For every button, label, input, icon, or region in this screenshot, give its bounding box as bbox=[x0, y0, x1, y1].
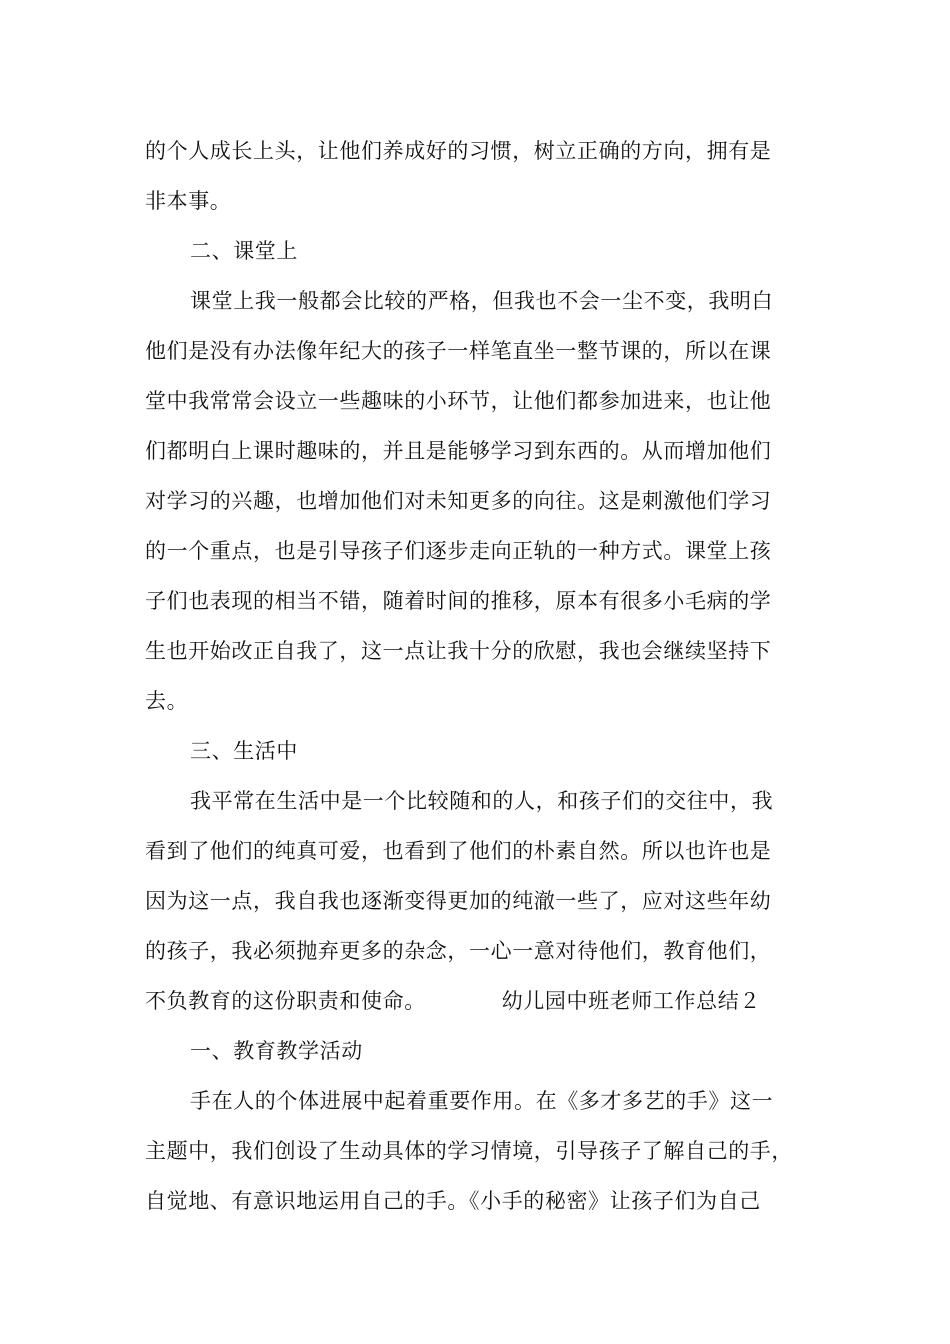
paragraph-line: 去。 bbox=[145, 689, 189, 713]
paragraph-line: 们都明白上课时趣味的，并且是能够学习到东西的。从而增加他们 bbox=[145, 439, 772, 463]
paragraph-line: 手在人的个体进展中起着重要作用。在《多才多艺的手》这一 bbox=[190, 1089, 774, 1113]
paragraph-line: 非本事。 bbox=[145, 189, 232, 213]
paragraph-line: 我平常在生活中是一个比较随和的人，和孩子们的交往中，我 bbox=[190, 789, 774, 813]
paragraph-line: 看到了他们的纯真可爱，也看到了他们的朴素自然。所以也许也是 bbox=[145, 839, 772, 863]
paragraph-line: 他们是没有办法像年纪大的孩子一样笔直坐一整节课的，所以在课 bbox=[145, 339, 772, 363]
paragraph-line: 的孩子，我必须抛弃更多的杂念，一心一意对待他们，教育他们， bbox=[145, 939, 772, 963]
paragraph-line: 的一个重点，也是引导孩子们逐步走向正轨的一种方式。课堂上孩 bbox=[145, 539, 772, 563]
paragraph-line: 课堂上我一般都会比较的严格，但我也不会一尘不变，我明白 bbox=[190, 289, 774, 313]
paragraph-line: 堂中我常常会设立一些趣味的小环节，让他们都参加进来，也让他 bbox=[145, 389, 772, 413]
paragraph-line-with-title: 不负教育的这份职责和使命。 幼儿园中班老师工作总结２ bbox=[145, 989, 761, 1013]
section-heading-classroom: 二、课堂上 bbox=[190, 239, 298, 263]
paragraph-line: 自觉地、有意识地运用自己的手。《小手的秘密》让孩子们为自己 bbox=[145, 1189, 761, 1213]
section-heading-life: 三、生活中 bbox=[190, 739, 298, 763]
paragraph-line: 生也开始改正自我了，这一点让我十分的欣慰，我也会继续坚持下 bbox=[145, 639, 772, 663]
paragraph-line: 因为这一点，我自我也逐渐变得更加的纯澈一些了，应对这些年幼 bbox=[145, 889, 772, 913]
paragraph-line: 子们也表现的相当不错，随着时间的推移，原本有很多小毛病的学 bbox=[145, 589, 772, 613]
paragraph-line: 的个人成长上头，让他们养成好的习惯，树立正确的方向，拥有是 bbox=[145, 139, 772, 163]
paragraph-line: 对学习的兴趣，也增加他们对未知更多的向往。这是刺激他们学习 bbox=[145, 489, 772, 513]
section-heading-teaching: 一、教育教学活动 bbox=[190, 1039, 363, 1063]
paragraph-line: 主题中，我们创设了生动具体的学习情境，引导孩子了解自己的手， bbox=[145, 1139, 793, 1163]
